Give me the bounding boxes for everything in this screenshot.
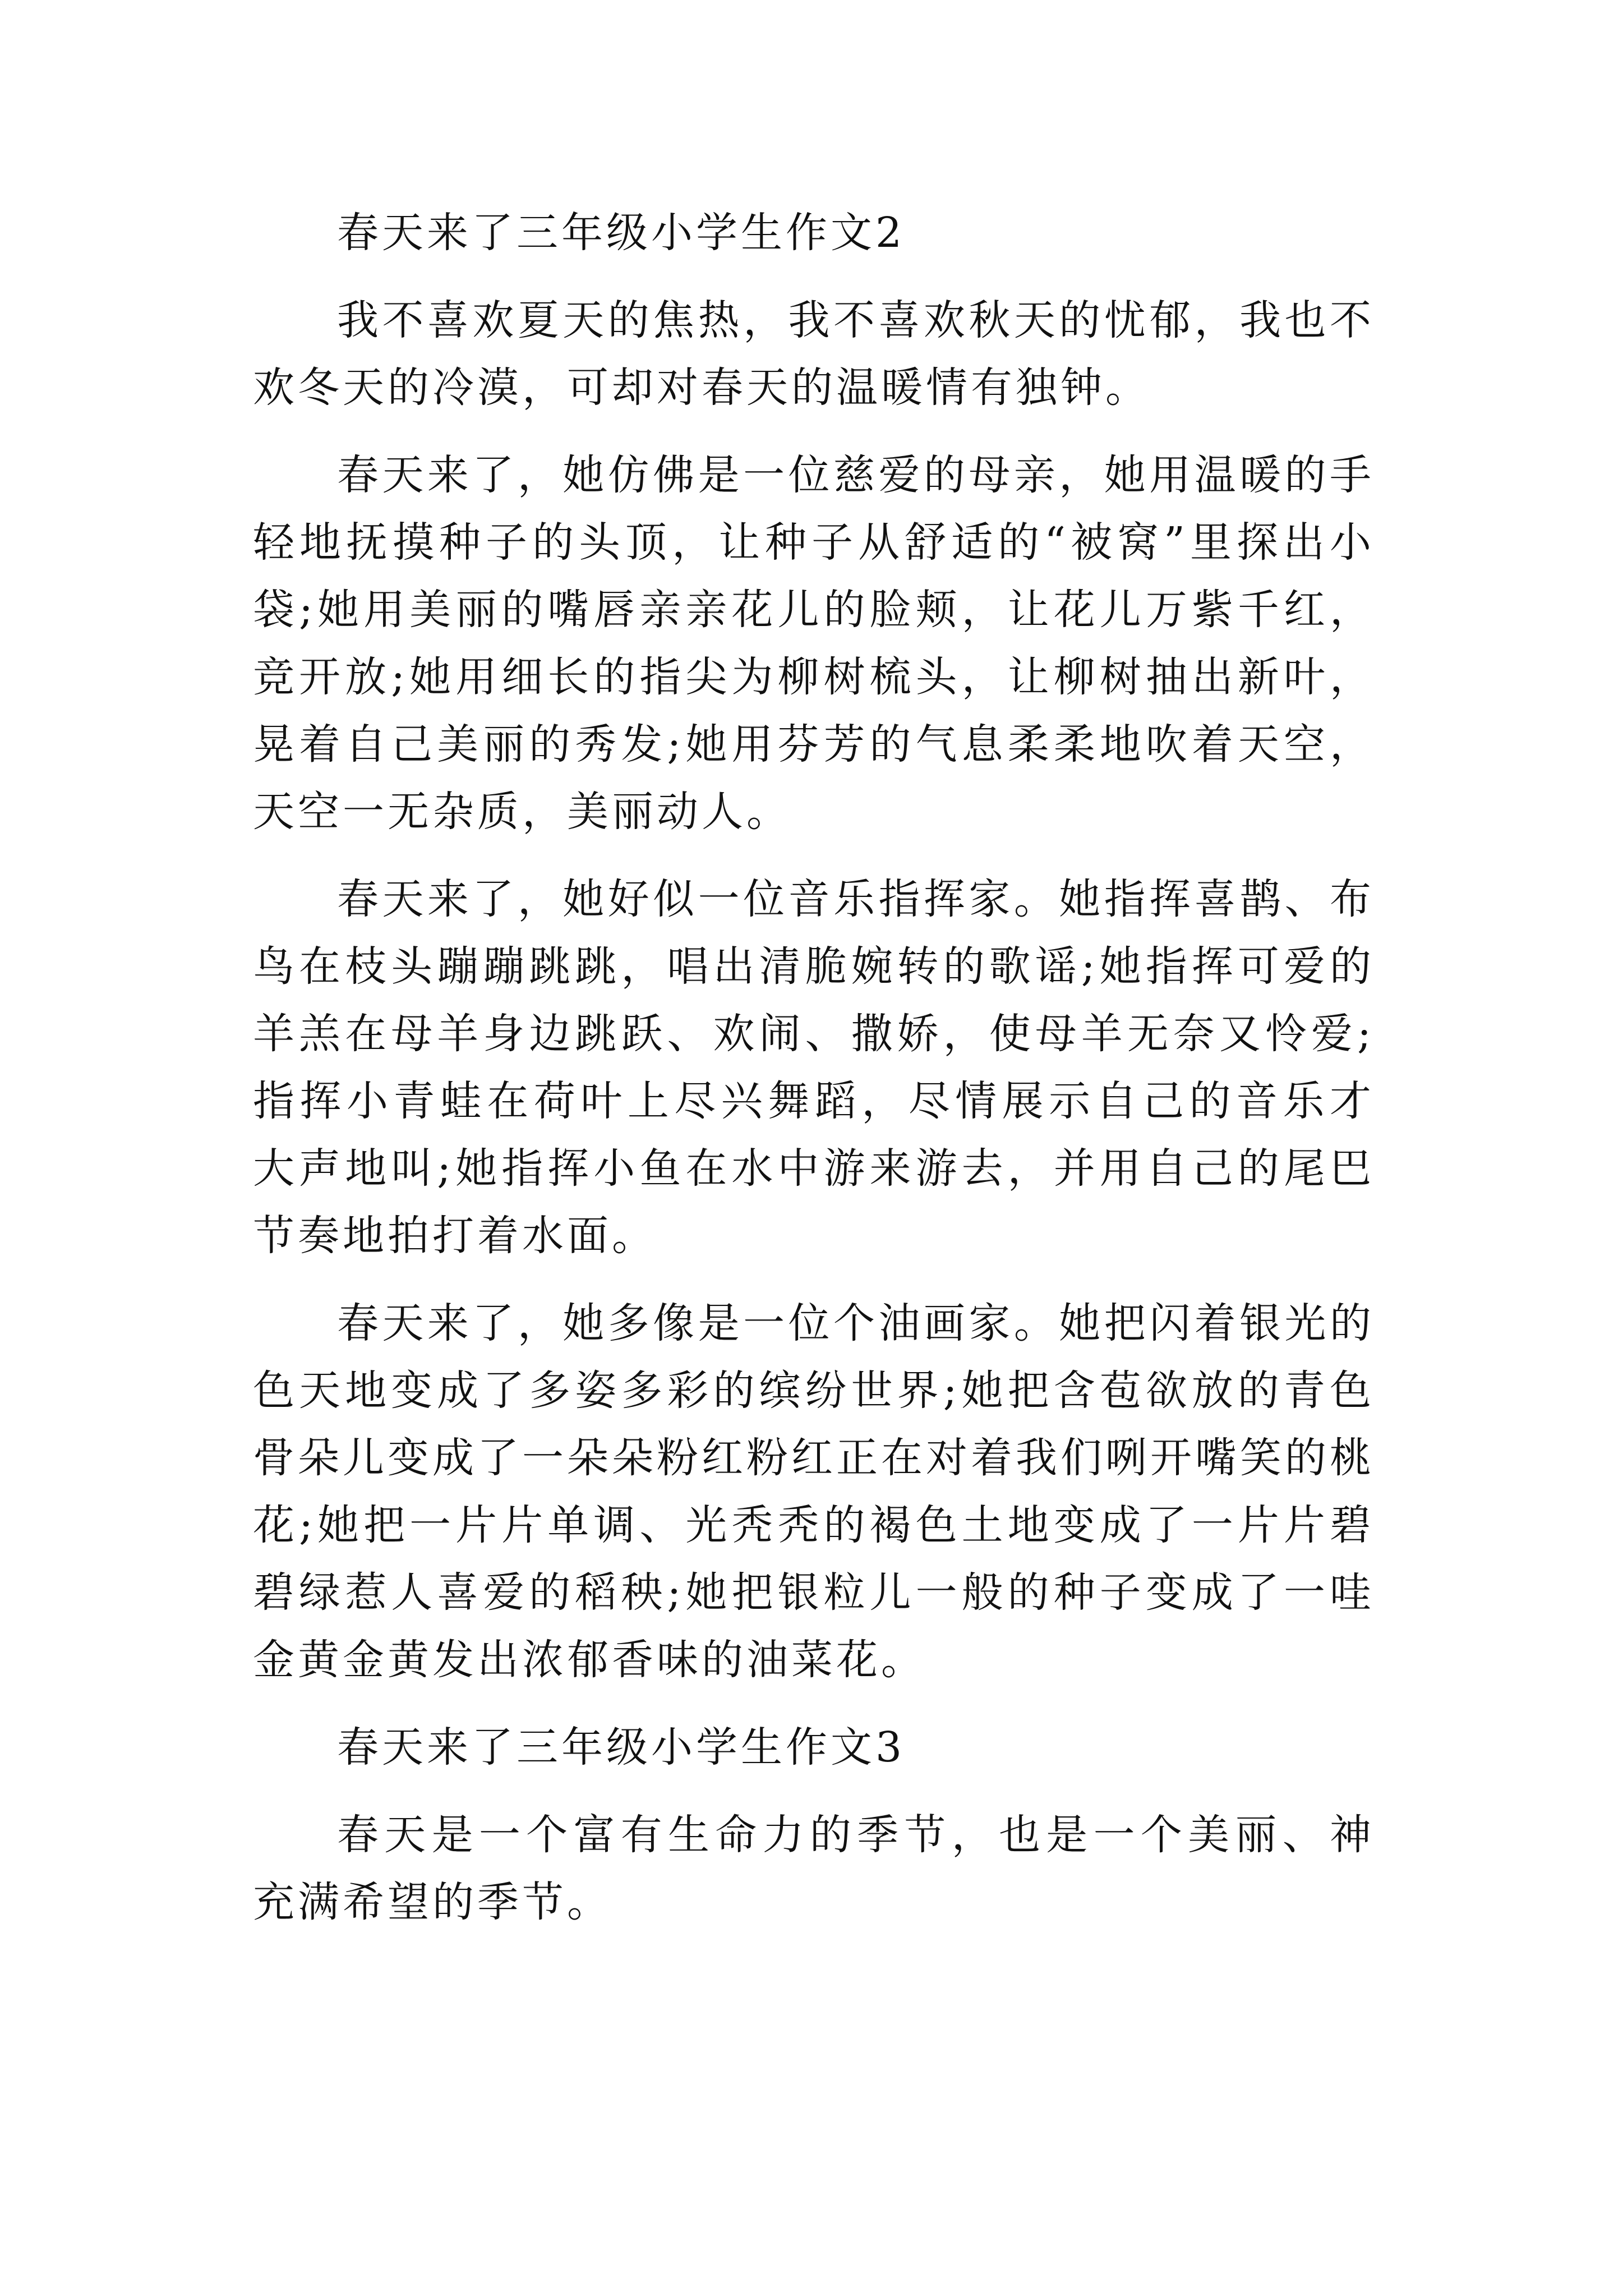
paragraph-line: 色天地变成了多姿多彩的缤纷世界;她把含苞欲放的青色	[253, 1366, 1375, 1415]
paragraph-line: 碧绿惹人喜爱的稻秧;她把银粒儿一般的种子变成了一哇	[253, 1568, 1375, 1617]
section-heading	[253, 199, 1375, 266]
paragraph	[253, 1290, 1375, 1694]
paragraph-line: 大声地叫;她指挥小鱼在水中游来游去，并用自己的尾巴	[253, 1144, 1375, 1193]
heading-text: 春天来了三年级小学生作文3	[337, 1723, 906, 1772]
document-body	[253, 199, 1375, 1936]
heading-text: 春天来了三年级小学生作文2	[337, 209, 906, 257]
paragraph-line: 金黄金黄发出浓郁香味的油菜花。	[253, 1636, 926, 1684]
paragraph-line: 指挥小青蛙在荷叶上尽兴舞蹈，尽情展示自己的音乐才	[253, 1077, 1375, 1125]
paragraph-line: 充满希望的季节。	[253, 1878, 612, 1926]
paragraph-line: 欢冬天的冷漠，可却对春天的温暖情有独钟。	[253, 364, 1150, 412]
paragraph-line: 袋;她用美丽的嘴唇亲亲花儿的脸颊，让花儿万紫千红，	[253, 586, 1375, 634]
paragraph-line: 轻地抚摸种子的头顶，让种子从舒适的“被窝”里探出小	[253, 518, 1375, 567]
paragraph-line: 我不喜欢夏天的焦热，我不喜欢秋天的忧郁，我也不	[337, 296, 1375, 344]
paragraph-line: 晃着自己美丽的秀发;她用芬芳的气息柔柔地吹着天空，	[253, 720, 1375, 769]
paragraph-line: 节奏地拍打着水面。	[253, 1212, 657, 1260]
paragraph-line: 春天是一个富有生命力的季节，也是一个美丽、神	[337, 1811, 1375, 1859]
section-heading	[253, 1714, 1375, 1781]
paragraph-line: 春天来了，她多像是一位个油画家。她把闪着银光的	[337, 1299, 1375, 1347]
paragraph-line: 竞开放;她用细长的指尖为柳树梳头，让柳树抽出新叶，	[253, 653, 1375, 701]
paragraph	[253, 441, 1375, 845]
paragraph	[253, 1801, 1375, 1936]
paragraph-line: 羊羔在母羊身边跳跃、欢闹、撒娇，使母羊无奈又怜爱;	[253, 1010, 1375, 1058]
paragraph-line: 鸟在枝头蹦蹦跳跳，唱出清脆婉转的歌谣;她指挥可爱的	[253, 942, 1375, 991]
paragraph-line: 骨朵儿变成了一朵朵粉红粉红正在对着我们咧开嘴笑的桃	[253, 1434, 1375, 1482]
paragraph-line: 花;她把一片片单调、光秃秃的褐色土地变成了一片片碧	[253, 1501, 1375, 1549]
paragraph	[253, 287, 1375, 421]
paragraph	[253, 866, 1375, 1269]
paragraph-line: 天空一无杂质，美丽动人。	[253, 788, 791, 836]
paragraph-line: 春天来了，她仿佛是一位慈爱的母亲，她用温暖的手	[337, 451, 1375, 499]
paragraph-line: 春天来了，她好似一位音乐指挥家。她指挥喜鹊、布	[337, 875, 1375, 923]
